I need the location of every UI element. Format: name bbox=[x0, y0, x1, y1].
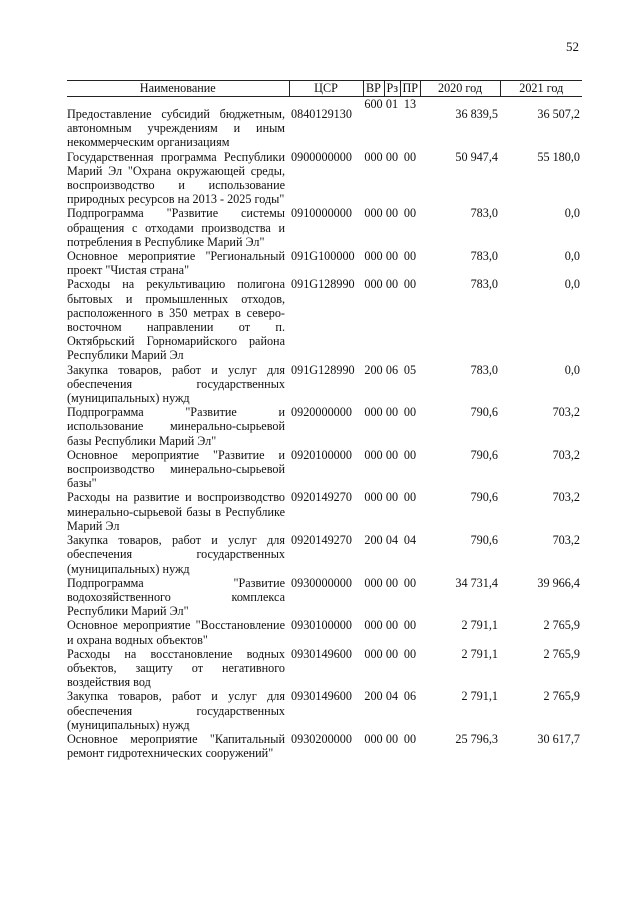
table-row bbox=[67, 405, 582, 448]
row-name: Основное мероприятие "Капитальный ремонт гидротехнических сооружений" bbox=[67, 731, 285, 761]
row-amount-2021: 703,2 bbox=[552, 447, 580, 462]
table-row bbox=[67, 732, 582, 760]
table-row bbox=[67, 206, 582, 249]
table-row bbox=[67, 647, 582, 690]
row-csr: 0930200000 bbox=[291, 731, 352, 746]
row-vr: 000 bbox=[364, 149, 383, 164]
row-rz: 06 bbox=[385, 362, 399, 377]
row-pr: 00 bbox=[403, 206, 417, 221]
row-csr: 0930149600 bbox=[291, 689, 352, 704]
row-rz: 00 bbox=[385, 277, 399, 292]
row-vr: 000 bbox=[364, 249, 383, 264]
row-rz: 00 bbox=[385, 731, 399, 746]
row-amount-2020: 2 791,1 bbox=[461, 646, 498, 661]
row-amount-2020: 790,6 bbox=[470, 405, 498, 420]
row-pr: 00 bbox=[403, 277, 417, 292]
row-amount-2020: 790,6 bbox=[470, 447, 498, 462]
row-name: Закупка товаров, работ и услуг для обеспечения государственных (муниципальных) нужд bbox=[67, 689, 285, 732]
row-rz: 00 bbox=[385, 149, 399, 164]
row-amount-2020: 790,6 bbox=[470, 533, 498, 548]
row-rz: 04 bbox=[385, 533, 399, 548]
column-header-name: Наименование bbox=[67, 81, 289, 97]
row-pr: 00 bbox=[403, 405, 417, 420]
row-vr: 000 bbox=[364, 575, 383, 590]
row-rz: 01 bbox=[385, 97, 399, 111]
row-vr: 000 bbox=[364, 206, 383, 221]
table-row bbox=[67, 97, 582, 150]
row-vr: 000 bbox=[364, 277, 383, 292]
row-rz: 00 bbox=[385, 447, 399, 462]
row-csr: 0920149270 bbox=[291, 533, 352, 548]
row-amount-2021: 703,2 bbox=[552, 405, 580, 420]
row-csr: 0900000000 bbox=[291, 149, 352, 164]
row-vr: 000 bbox=[364, 731, 383, 746]
page-number: 52 bbox=[566, 39, 579, 54]
row-name: Подпрограмма "Развитие водохозяйственного комплекса Республики Марий Эл" bbox=[67, 575, 285, 619]
row-pr: 00 bbox=[403, 575, 417, 590]
row-pr: 00 bbox=[403, 249, 417, 264]
row-amount-2021: 36 507,2 bbox=[537, 107, 580, 121]
row-vr: 000 bbox=[364, 447, 383, 462]
row-name: Подпрограмма "Развитие системы обращения с отходами производства и потребления в Республике Марий Эл" bbox=[67, 206, 285, 249]
row-amount-2021: 39 966,4 bbox=[537, 575, 580, 590]
table-row bbox=[67, 448, 582, 491]
row-csr: 0930100000 bbox=[291, 618, 352, 633]
row-pr: 00 bbox=[403, 618, 417, 633]
table-row bbox=[67, 277, 582, 362]
row-name: Расходы на рекультивацию полигона бытовых и промышленных отходов, расположенного в 350 метрах в северо-восточном направлении от п. Октябрьский Горномарийского района Республики Марий Эл bbox=[67, 277, 285, 363]
row-amount-2020: 36 839,5 bbox=[455, 107, 498, 121]
row-csr: 0910000000 bbox=[291, 206, 352, 221]
table-row bbox=[67, 150, 582, 207]
row-amount-2021: 0,0 bbox=[564, 249, 580, 264]
row-pr: 04 bbox=[403, 533, 417, 548]
row-amount-2021: 703,2 bbox=[552, 533, 580, 548]
row-vr: 000 bbox=[364, 405, 383, 420]
column-header-2020: 2020 год bbox=[420, 81, 500, 97]
row-csr: 0920000000 bbox=[291, 405, 352, 420]
row-name: Расходы на развитие и воспроизводство минерально-сырьевой базы в Республике Марий Эл bbox=[67, 490, 285, 533]
row-name: Основное мероприятие "Восстановление и охрана водных объектов" bbox=[67, 618, 285, 647]
table-row bbox=[67, 490, 582, 533]
row-pr: 00 bbox=[403, 149, 417, 164]
row-amount-2021: 2 765,9 bbox=[543, 646, 580, 661]
row-pr: 05 bbox=[403, 362, 417, 377]
row-amount-2020: 2 791,1 bbox=[461, 689, 498, 704]
row-csr: 0920149270 bbox=[291, 490, 352, 505]
row-vr: 200 bbox=[364, 689, 383, 704]
row-rz: 00 bbox=[385, 618, 399, 633]
row-amount-2021: 2 765,9 bbox=[543, 689, 580, 704]
row-amount-2021: 703,2 bbox=[552, 490, 580, 505]
row-vr: 000 bbox=[364, 490, 383, 505]
table-row bbox=[67, 689, 582, 732]
row-name: Основное мероприятие "Развитие и воспроизводство минерально-сырьевой базы" bbox=[67, 447, 285, 491]
row-amount-2020: 783,0 bbox=[470, 206, 498, 221]
row-name: Подпрограмма "Развитие и использование минерально-сырьевой базы Республики Марий Эл" bbox=[67, 405, 285, 448]
row-name: Закупка товаров, работ и услуг для обеспечения государственных (муниципальных) нужд bbox=[67, 362, 285, 406]
column-header-pr: ПР bbox=[400, 81, 420, 97]
row-csr: 0930149600 bbox=[291, 646, 352, 661]
row-amount-2020: 783,0 bbox=[470, 362, 498, 377]
budget-table bbox=[67, 80, 582, 760]
row-csr: 0920100000 bbox=[291, 447, 352, 462]
row-rz: 00 bbox=[385, 249, 399, 264]
row-rz: 00 bbox=[385, 646, 399, 661]
row-csr: 091G100000 bbox=[291, 249, 355, 264]
row-pr: 00 bbox=[403, 646, 417, 661]
table-row bbox=[67, 249, 582, 277]
row-vr: 000 bbox=[364, 618, 383, 633]
row-csr: 091G128990 bbox=[291, 362, 355, 377]
row-vr: 600 bbox=[364, 97, 383, 111]
row-amount-2021: 0,0 bbox=[564, 277, 580, 292]
row-csr: 091G128990 bbox=[291, 277, 355, 292]
row-rz: 00 bbox=[385, 575, 399, 590]
row-pr: 00 bbox=[403, 447, 417, 462]
row-name: Государственная программа Республики Марий Эл "Охрана окружающей среды, воспроизводство и использование природных ресурсов на 2013 - 2025 годы" bbox=[67, 149, 285, 207]
row-name: Основное мероприятие "Региональный проект "Чистая страна" bbox=[67, 249, 285, 278]
column-header-csr: ЦСР bbox=[289, 81, 363, 97]
row-amount-2020: 25 796,3 bbox=[455, 731, 498, 746]
row-pr: 13 bbox=[403, 97, 417, 111]
row-csr: 0930000000 bbox=[291, 575, 352, 590]
row-pr: 00 bbox=[403, 731, 417, 746]
row-rz: 04 bbox=[385, 689, 399, 704]
row-name: Закупка товаров, работ и услуг для обеспечения государственных (муниципальных) нужд bbox=[67, 533, 285, 576]
column-header-2021: 2021 год bbox=[500, 81, 582, 97]
row-amount-2020: 34 731,4 bbox=[455, 575, 498, 590]
row-rz: 00 bbox=[385, 206, 399, 221]
row-amount-2020: 783,0 bbox=[470, 277, 498, 292]
column-header-vr: ВР bbox=[363, 81, 384, 97]
row-pr: 00 bbox=[403, 490, 417, 505]
row-amount-2020: 50 947,4 bbox=[455, 149, 498, 164]
row-amount-2021: 0,0 bbox=[564, 206, 580, 221]
row-vr: 200 bbox=[364, 533, 383, 548]
row-amount-2021: 2 765,9 bbox=[543, 618, 580, 633]
table-row bbox=[67, 576, 582, 619]
table-row bbox=[67, 533, 582, 576]
table-row bbox=[67, 363, 582, 406]
row-rz: 00 bbox=[385, 490, 399, 505]
row-amount-2021: 55 180,0 bbox=[537, 149, 580, 164]
row-vr: 200 bbox=[364, 362, 383, 377]
row-rz: 00 bbox=[385, 405, 399, 420]
column-header-rz: Рз bbox=[384, 81, 400, 97]
row-csr: 0840129130 bbox=[291, 107, 352, 121]
row-amount-2021: 30 617,7 bbox=[537, 731, 580, 746]
row-name: Расходы на восстановление водных объектов, защиту от негативного воздействия вод bbox=[67, 646, 285, 690]
row-name: Предоставление субсидий бюджетным, автономным учреждениям и иным некоммерческим организациям bbox=[67, 107, 285, 150]
row-amount-2020: 783,0 bbox=[470, 249, 498, 264]
row-vr: 000 bbox=[364, 646, 383, 661]
row-pr: 06 bbox=[403, 689, 417, 704]
row-amount-2020: 2 791,1 bbox=[461, 618, 498, 633]
row-amount-2020: 790,6 bbox=[470, 490, 498, 505]
row-amount-2021: 0,0 bbox=[564, 362, 580, 377]
table-row bbox=[67, 618, 582, 646]
table-header-row bbox=[67, 81, 582, 97]
